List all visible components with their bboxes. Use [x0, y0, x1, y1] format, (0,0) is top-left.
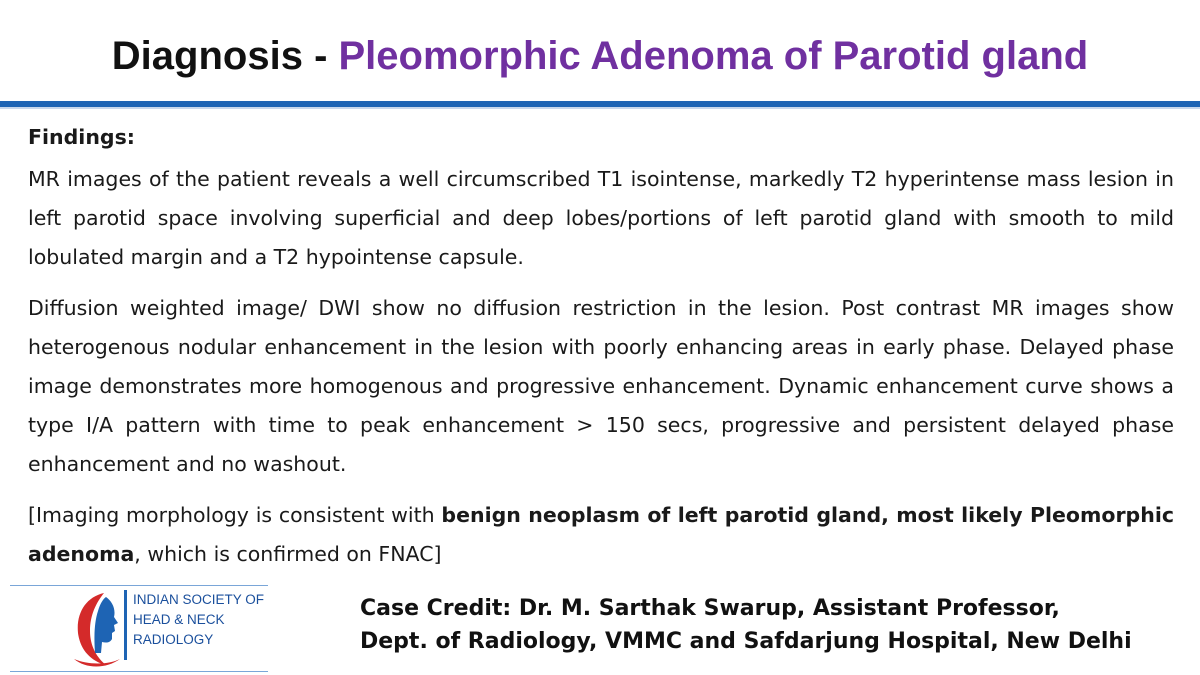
- head-profile-icon: [70, 587, 122, 671]
- slide-title: [0, 30, 1200, 82]
- logo-text-line-2: HEAD & NECK: [133, 612, 225, 627]
- conclusion-tail: , which is confirmed on FNAC]: [134, 542, 442, 566]
- findings-section: [28, 118, 1174, 586]
- logo-text-line-1: INDIAN SOCIETY OF: [133, 592, 265, 607]
- findings-conclusion: [28, 496, 1174, 574]
- case-credit: [360, 592, 1180, 658]
- findings-paragraph-2: Diffusion weighted image/ DWI show no diffusion restriction in the lesion. Post contrast MR images show heterogenous nodular enhancement in the lesion with poorly enhancing areas in early phase. Delayed phase image demonstrates more homogenous and progressive enhancement. Dynamic enhancement curve shows a type I/A pattern with time to peak enhancement > 150 secs, progressive and persistent delayed phase enhancement and no washout.: [28, 296, 1174, 476]
- title-divider-shadow: [0, 107, 1200, 109]
- logo-bottom-line: [10, 671, 268, 672]
- conclusion-diagnosis: benign neoplasm of left parotid gland, most likely Pleomorphic adenoma: [28, 503, 1174, 566]
- title-diagnosis: Pleomorphic Adenoma of Parotid gland: [338, 34, 1089, 78]
- case-credit-line-1: Case Credit: Dr. M. Sarthak Swarup, Assistant Professor,: [360, 596, 1060, 621]
- findings-paragraph-1: MR images of the patient reveals a well circumscribed T1 isointense, markedly T2 hyperintense mass lesion in left parotid space involving superficial and deep lobes/portions of left parotid gland with smooth to mild lobulated margin and a T2 hypointense capsule.: [28, 167, 1174, 269]
- conclusion-lead: [Imaging morphology is consistent with: [28, 503, 442, 527]
- logo-text: [124, 590, 269, 660]
- findings-heading: Findings:: [28, 125, 135, 149]
- society-logo: [70, 587, 270, 671]
- logo-top-line: [10, 585, 268, 586]
- logo-text-line-3: RADIOLOGY: [133, 632, 214, 647]
- title-prefix: Diagnosis -: [111, 34, 339, 78]
- case-credit-line-2: Dept. of Radiology, VMMC and Safdarjung Hospital, New Delhi: [360, 629, 1132, 654]
